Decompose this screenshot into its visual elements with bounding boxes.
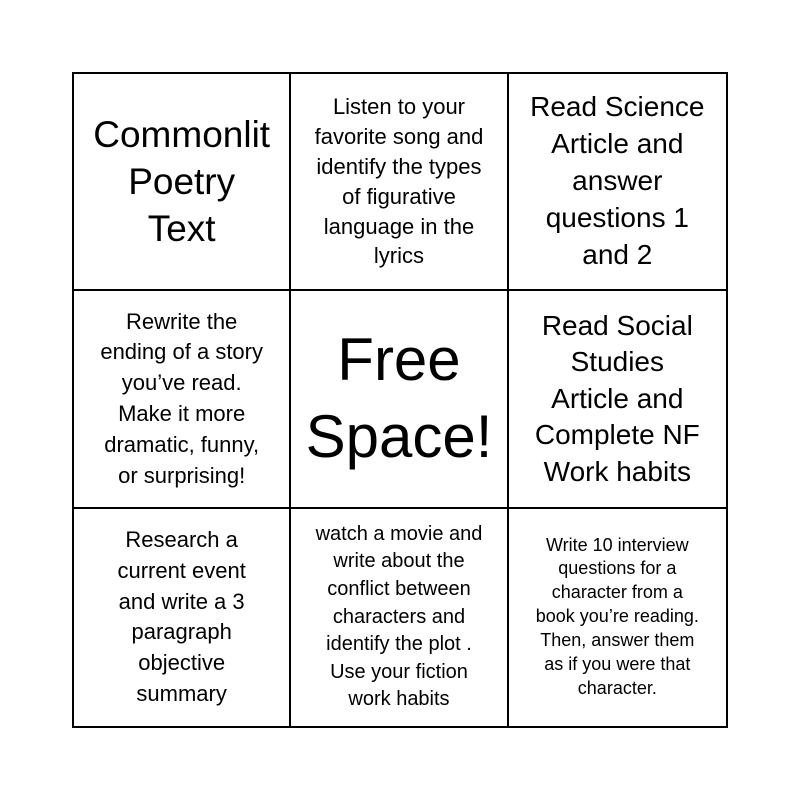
bingo-cell-watch-movie[interactable] [291, 509, 508, 726]
bingo-cell-commonlit-poetry[interactable] [74, 74, 291, 291]
cell-text: Commonlit Poetry Text [93, 113, 271, 250]
cell-text: Free Space! [305, 326, 493, 470]
cell-text: Write 10 interview questions for a character from a book you’re reading. Then, answer them as if you were that character. [535, 534, 699, 699]
bingo-cell-social-studies[interactable] [509, 291, 726, 508]
bingo-cell-interview-questions[interactable] [509, 509, 726, 726]
cell-text: Rewrite the ending of a story you’ve read. Make it more dramatic, funny, or surprising! [100, 308, 263, 488]
cell-text: Read Science Article and answer questions 1 and 2 [530, 91, 705, 271]
bingo-board [72, 72, 728, 728]
cell-text: Read Social Studies Article and Complete NF Work habits [534, 310, 700, 487]
cell-text: Listen to your favorite song and identify the types of figurative language in the lyrics [314, 93, 484, 269]
cell-text: Research a current event and write a 3 paragraph objective summary [117, 526, 246, 706]
bingo-cell-science-article[interactable] [509, 74, 726, 291]
bingo-cell-current-event[interactable] [74, 509, 291, 726]
cell-text: watch a movie and write about the conflict between characters and identify the plot . Use your fiction work habits [315, 522, 483, 711]
bingo-cell-free-space[interactable] [291, 291, 508, 508]
bingo-cell-favorite-song[interactable] [291, 74, 508, 291]
bingo-cell-rewrite-ending[interactable] [74, 291, 291, 508]
